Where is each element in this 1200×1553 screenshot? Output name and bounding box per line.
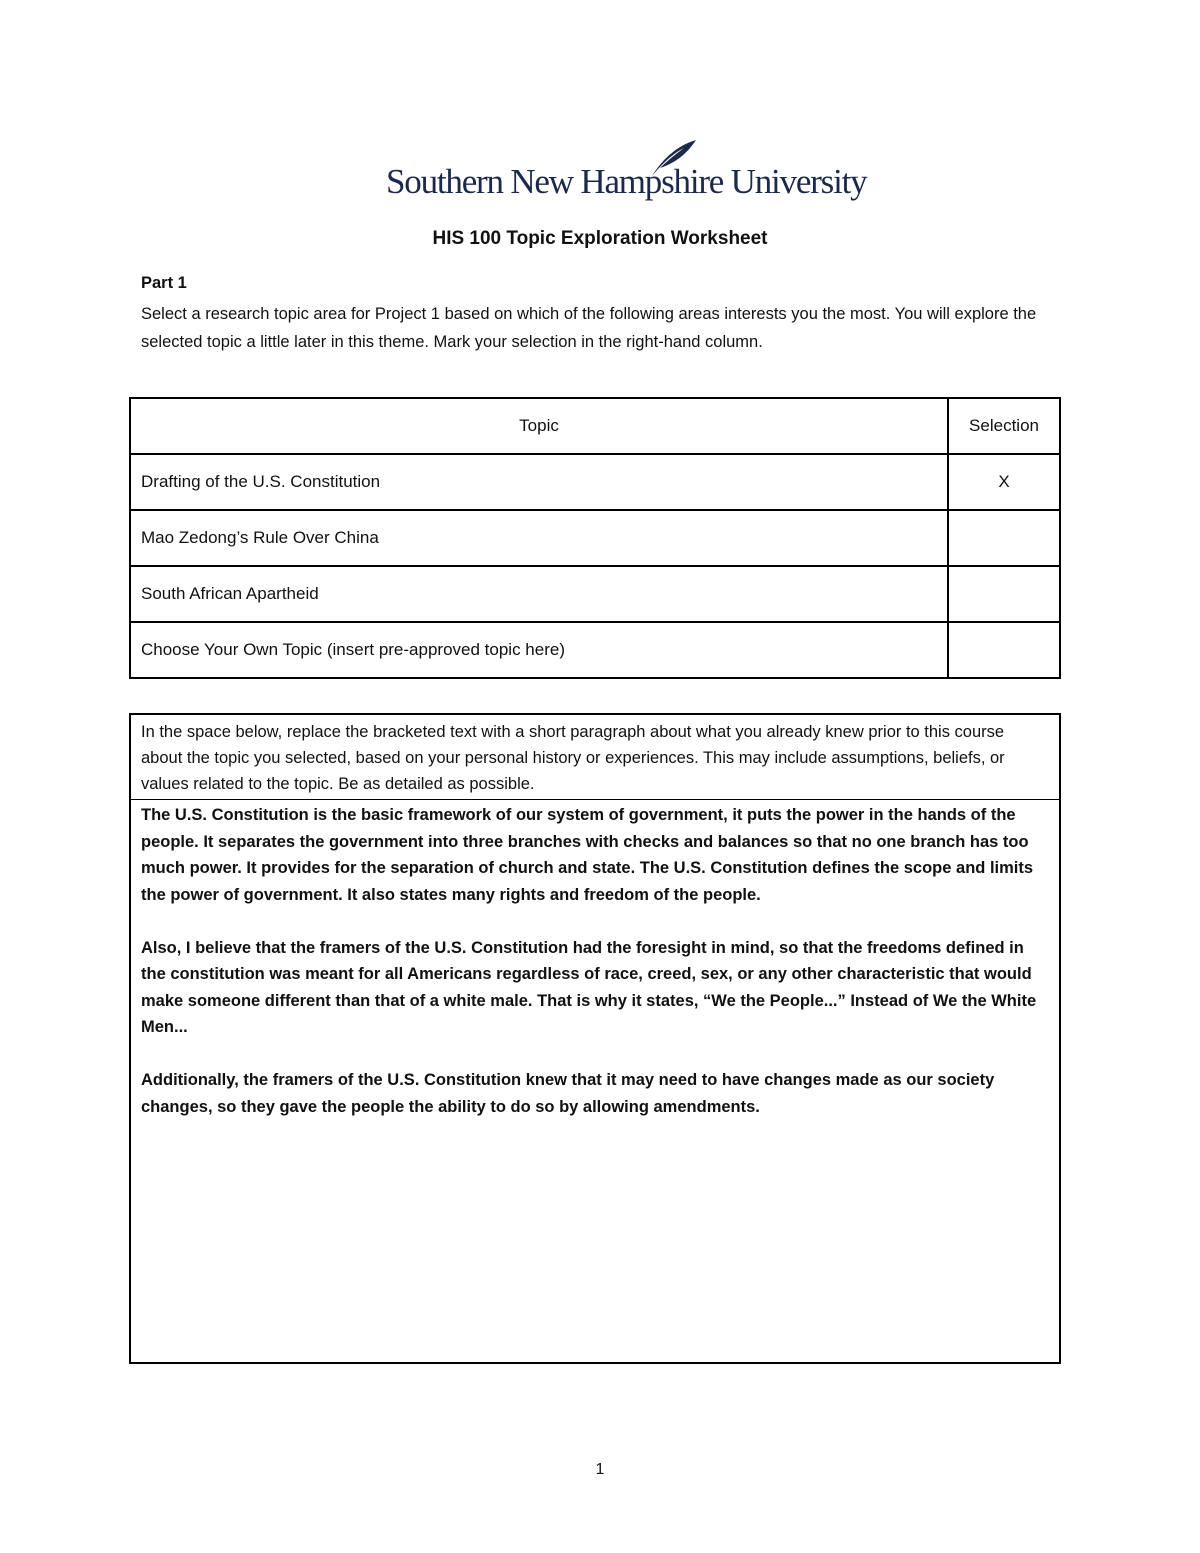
page-number: 1 bbox=[595, 1461, 605, 1478]
table-header-row bbox=[130, 398, 1060, 454]
table-row bbox=[130, 454, 1060, 510]
table-row bbox=[130, 622, 1060, 678]
topic-selection-table bbox=[129, 397, 1061, 679]
selection-cell[interactable]: X bbox=[948, 454, 1060, 510]
selection-column-header: Selection bbox=[948, 398, 1060, 454]
selection-cell[interactable] bbox=[948, 566, 1060, 622]
table-row bbox=[130, 510, 1060, 566]
response-paragraph: The U.S. Constitution is the basic framework of our system of government, it puts the power in the hands of the people. It separates the government into three branches with checks and balances so that no one branch has too much power. It provides for the separation of church and state. The U.S. Constitution defines the scope and limits the power of government. It also states many rights and freedom of the people. bbox=[141, 806, 1034, 904]
instructions-text: Select a research topic area for Project 1 based on which of the following areas interests you the most. You will explore the selected topic a little later in this theme. Mark your selection in the right-hand column. bbox=[141, 305, 1037, 351]
response-text-area[interactable] bbox=[131, 800, 1059, 1120]
selection-cell[interactable] bbox=[948, 622, 1060, 678]
response-prompt: In the space below, replace the bracketed text with a short paragraph about what you already knew prior to this course about the topic you selected, based on your personal history or experiences. This may include assumptions, beliefs, or values related to the topic. Be as detailed as possible. bbox=[131, 715, 1059, 800]
leaf-quill-icon bbox=[648, 138, 698, 178]
document-title: HIS 100 Topic Exploration Worksheet bbox=[432, 228, 768, 249]
topic-cell: South African Apartheid bbox=[130, 566, 948, 622]
topic-cell: Choose Your Own Topic (insert pre-approved topic here) bbox=[130, 622, 948, 678]
response-box bbox=[129, 713, 1061, 1364]
topic-cell: Mao Zedong’s Rule Over China bbox=[130, 510, 948, 566]
response-paragraph: Also, I believe that the framers of the U.S. Constitution had the foresight in mind, so that the freedoms defined in the constitution was meant for all Americans regardless of race, creed, sex, or any other characteristic that would make someone different than that of a white male. That is why it states, “We the People...” Instead of We the White Men... bbox=[141, 938, 1037, 1036]
table-row bbox=[130, 566, 1060, 622]
selection-cell[interactable] bbox=[948, 510, 1060, 566]
university-logo bbox=[386, 138, 867, 210]
logo-wordmark: Southern New Hampshire University bbox=[386, 162, 867, 201]
topic-column-header: Topic bbox=[130, 398, 948, 454]
response-paragraph: Additionally, the framers of the U.S. Constitution knew that it may need to have changes made as our society changes, so they gave the people the ability to do so by allowing amendments. bbox=[141, 1071, 995, 1116]
part-heading: Part 1 bbox=[141, 274, 187, 292]
topic-cell: Drafting of the U.S. Constitution bbox=[130, 454, 948, 510]
